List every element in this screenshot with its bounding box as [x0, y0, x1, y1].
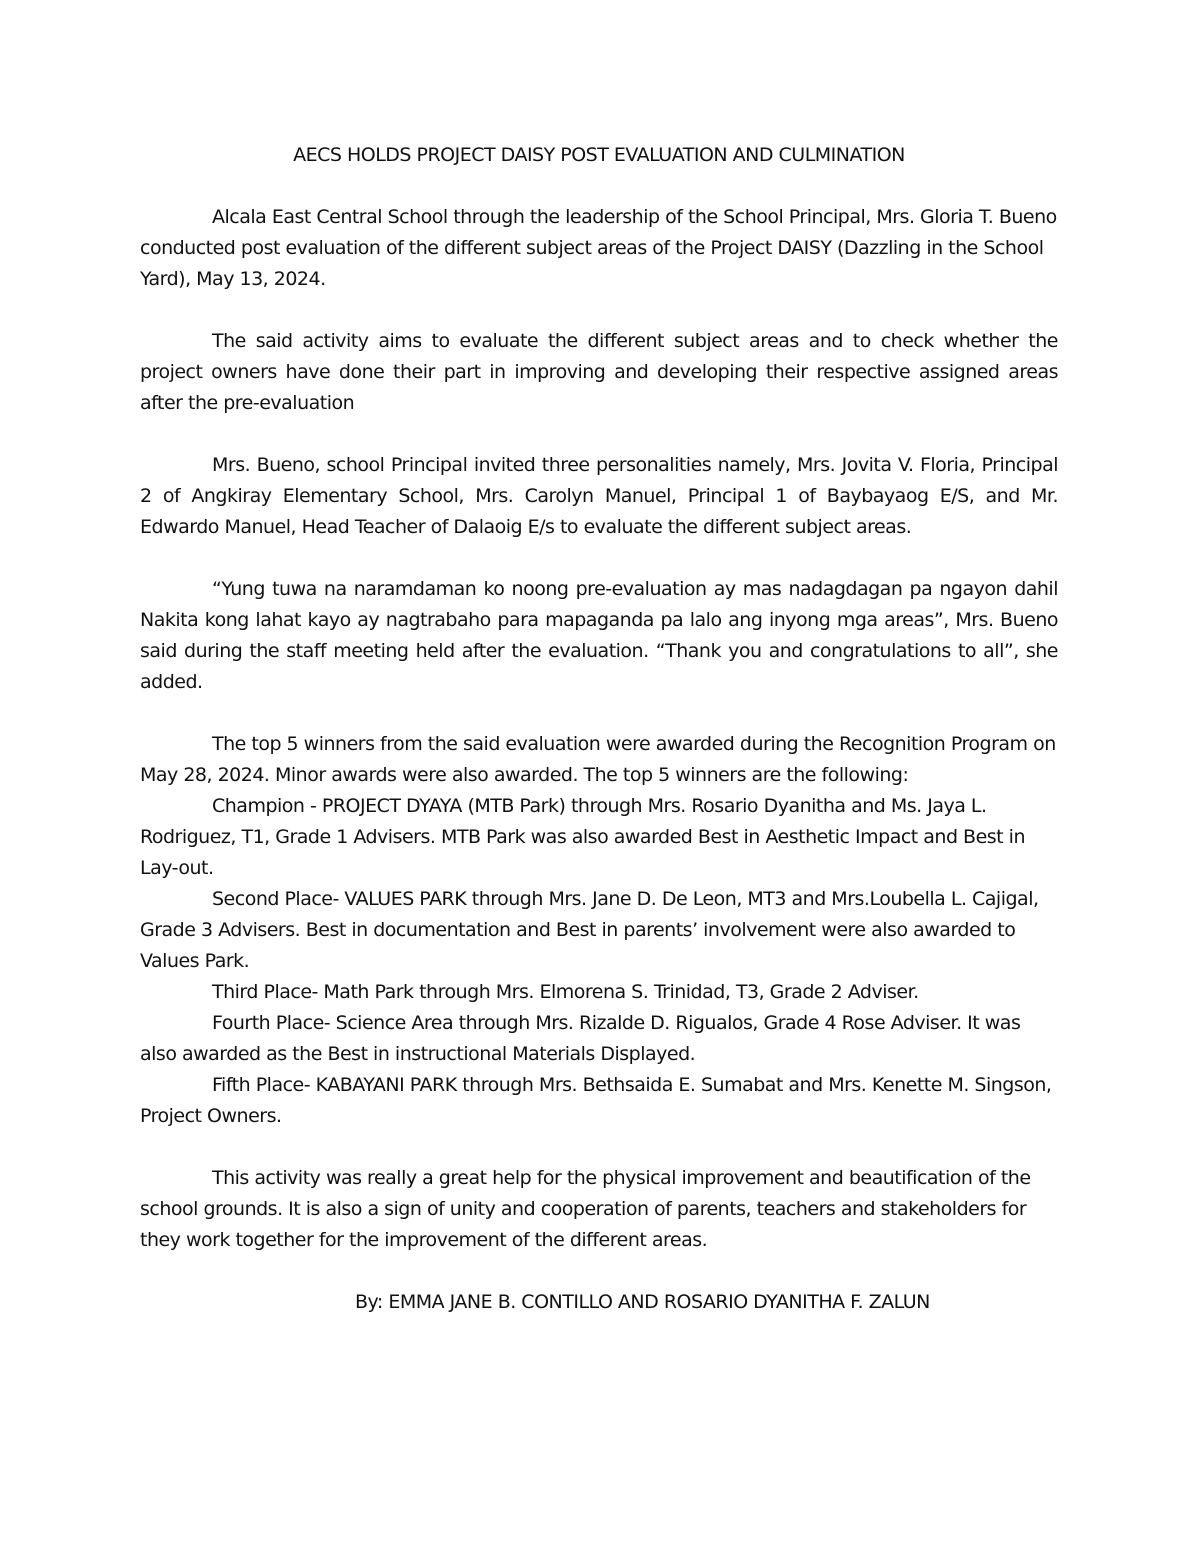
awards-section — [140, 729, 1058, 1132]
award-second-place: Second Place- VALUES PARK through Mrs. Jane D. De Leon, MT3 and Mrs.Loubella L. Cajigal, Grade 3 Advisers. Best in documentation and Best in parents’ involvement were also awarded to Values Park. — [140, 888, 1039, 972]
document-body — [140, 140, 1058, 1318]
paragraph-evaluators: Mrs. Bueno, school Principal invited three personalities namely, Mrs. Jovita V. Floria, Principal 2 of Angkiray Elementary School, Mrs. Carolyn Manuel, Principal 1 of Baybayaog E/S, and Mr. Edwardo Manuel, Head Teacher of Dalaoig E/s to evaluate the different subject areas. — [140, 454, 1058, 538]
awards-intro: The top 5 winners from the said evaluation were awarded during the Recognition Program on May 28, 2024. Minor awards were also awarded. The top 5 winners are the following: — [140, 733, 1056, 786]
paragraph-quote: “Yung tuwa na naramdaman ko noong pre-evaluation ay mas nadagdagan pa ngayon dahil Nakita kong lahat kayo ay nagtrabaho para mapaganda pa lalo ang inyong mga areas”, Mrs. Bueno said during the staff meeting held after the evaluation. “Thank you and congratulations to all”, she added. — [140, 578, 1058, 693]
paragraph-aims: The said activity aims to evaluate the different subject areas and to check whether the project owners have done their part in improving and developing their respective assigned areas after the pre-evaluation — [140, 330, 1058, 414]
paragraph-closing: This activity was really a great help for the physical improvement and beautification of the school grounds. It is also a sign of unity and cooperation of parents, teachers and stakeholders for they work together for the improvement of the different areas. — [140, 1167, 1031, 1251]
award-fourth-place: Fourth Place- Science Area through Mrs. Rizalde D. Rigualos, Grade 4 Rose Adviser. It was also awarded as the Best in instructional Materials Displayed. — [140, 1012, 1021, 1065]
award-champion: Champion - PROJECT DYAYA (MTB Park) through Mrs. Rosario Dyanitha and Ms. Jaya L. Rodriguez, T1, Grade 1 Advisers. MTB Park was also awarded Best in Aesthetic Impact and Best in Lay-out. — [140, 795, 1025, 879]
award-fifth-place: Fifth Place- KABAYANI PARK through Mrs. Bethsaida E. Sumabat and Mrs. Kenette M. Singson, Project Owners. — [140, 1074, 1052, 1127]
document-title: AECS HOLDS PROJECT DAISY POST EVALUATION AND CULMINATION — [293, 144, 905, 166]
paragraph-intro: Alcala East Central School through the leadership of the School Principal, Mrs. Gloria T. Bueno conducted post evaluation of the different subject areas of the Project DAISY (Dazzling in the School Yard), May 13, 2024. — [140, 206, 1057, 290]
byline: By: EMMA JANE B. CONTILLO AND ROSARIO DYANITHA F. ZALUN — [355, 1291, 930, 1313]
award-third-place: Third Place- Math Park through Mrs. Elmorena S. Trinidad, T3, Grade 2 Adviser. — [212, 981, 919, 1003]
